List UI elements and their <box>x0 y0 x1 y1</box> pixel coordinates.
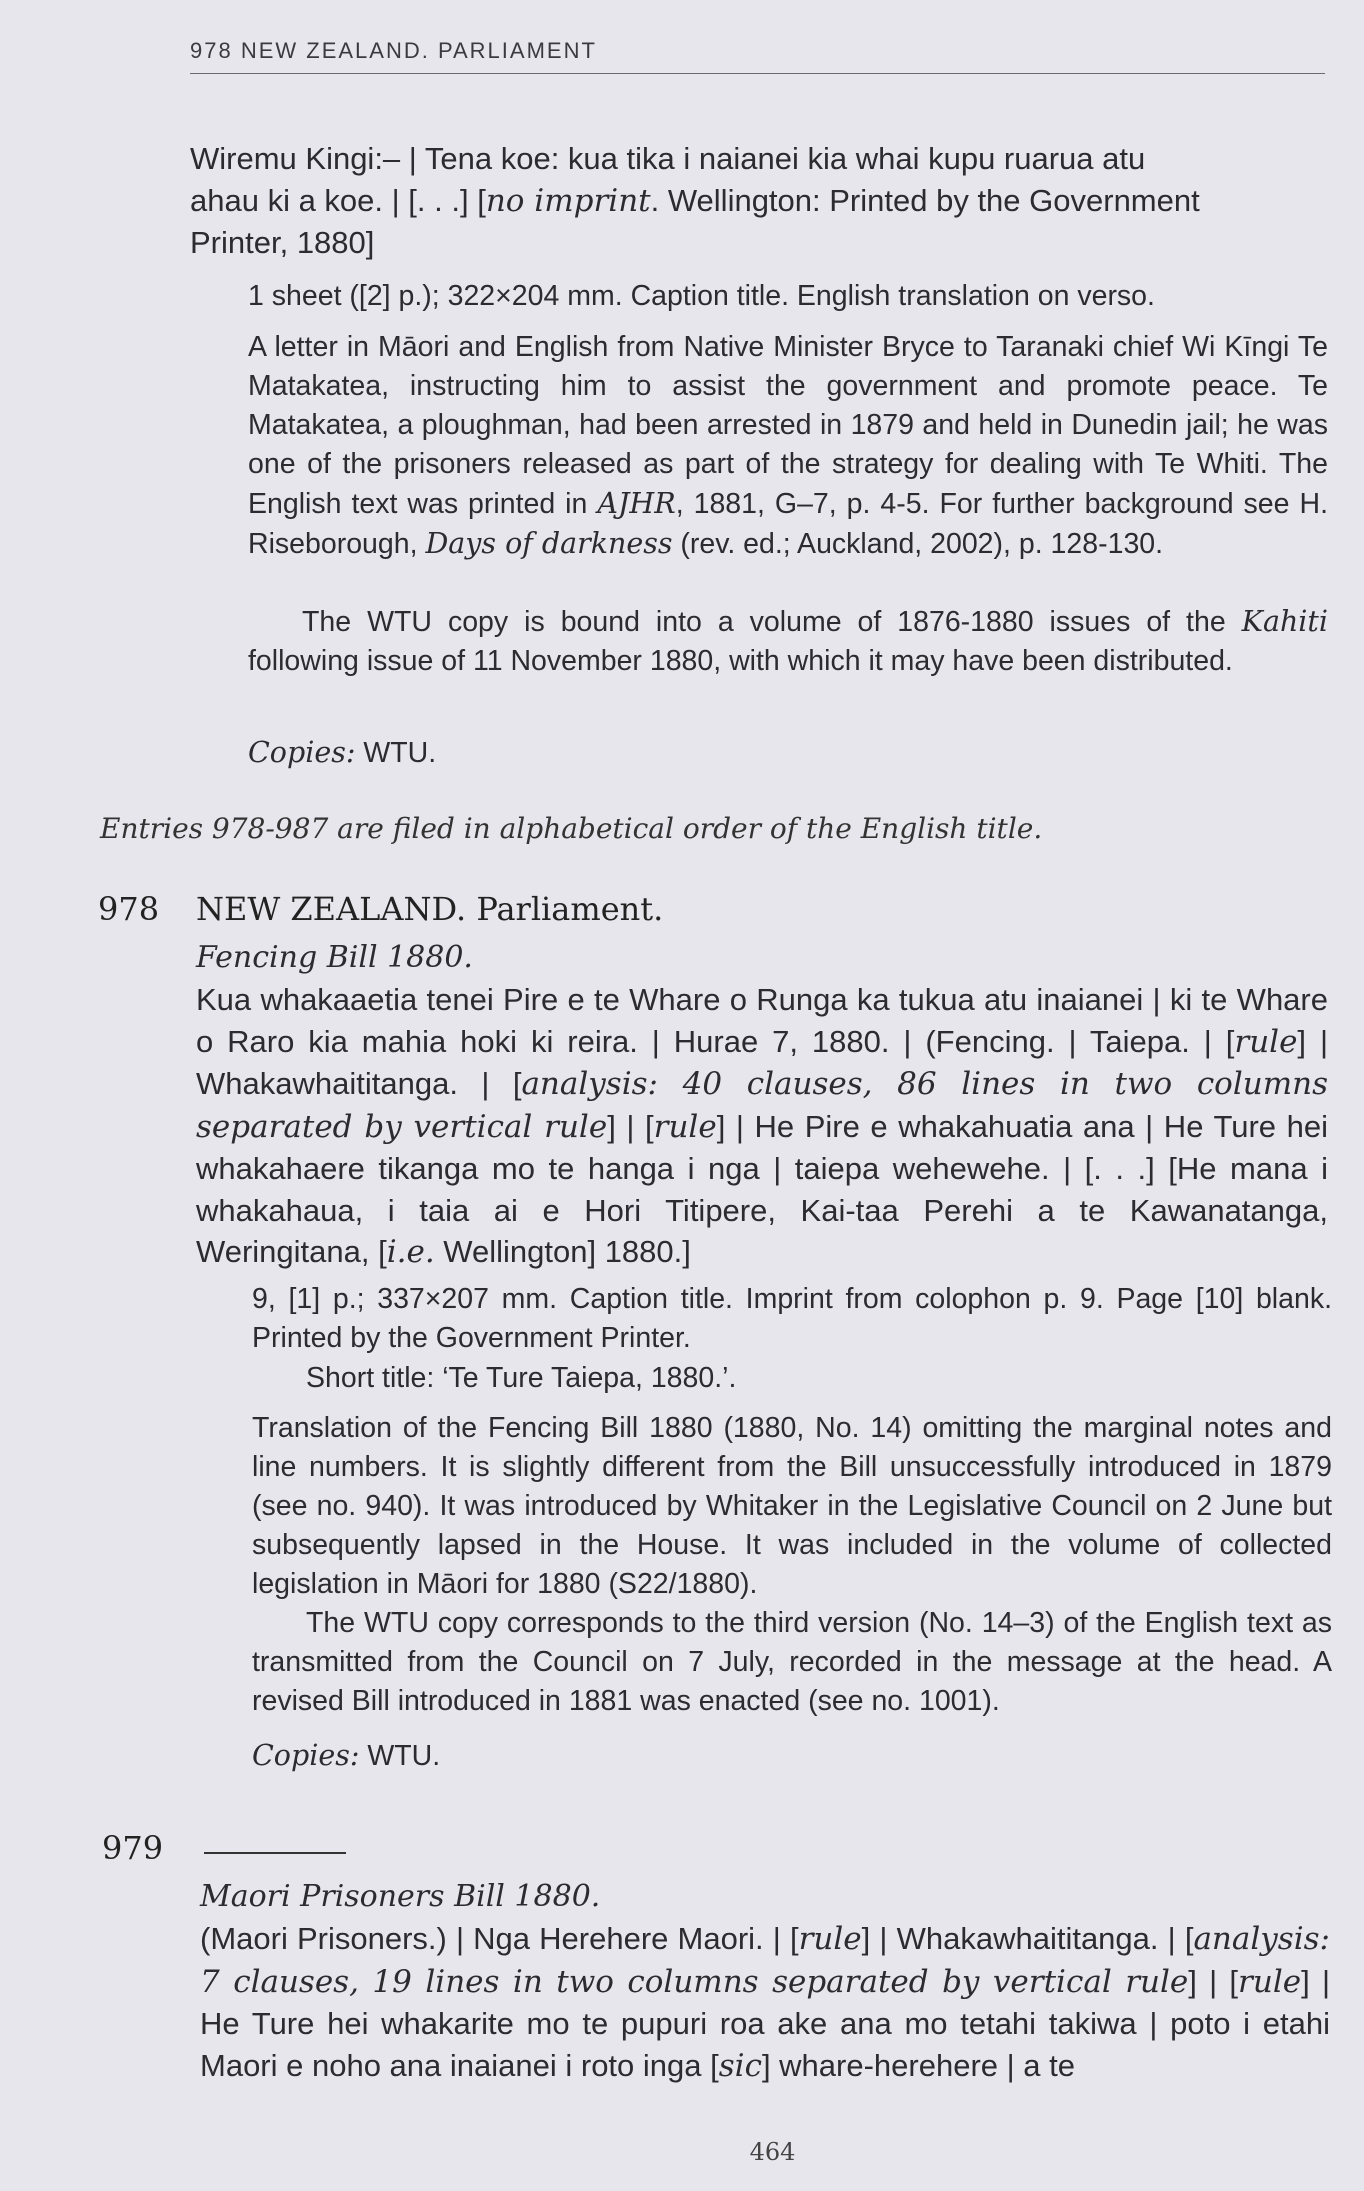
prev-copies-value: WTU. <box>355 737 437 769</box>
transcription-978-analysis: analysis: 40 clauses, 86 lines in two columns separated by vertical rule <box>196 1066 1328 1145</box>
copies-978-label: Copies: <box>252 1739 360 1772</box>
entry-number-978: 978 <box>98 890 160 928</box>
note-b-978: The WTU copy corresponds to the third version (No. 14–3) of the English text as transmitted from the Council on 7 July, recorded in the message at the head. A revised Bill introduced in 1881 was enacted (see no. 1001). <box>252 1607 1332 1717</box>
prev-note-b2: following issue of 11 November 1880, with which it may have been distributed. <box>248 645 1233 677</box>
header-rule <box>190 73 1325 74</box>
prev-title-line2b: . Wellington: Printed by the Government <box>650 182 1200 218</box>
prev-title-line2a: ahau ki a koe. | [. . .] [ <box>190 182 486 218</box>
short-title-978: Short title: ‘Te Ture Taiepa, 1880.’. <box>306 1362 737 1394</box>
entry-number-979: 979 <box>102 1829 164 1867</box>
transcription-979-part2: ] | Whakawhaititanga. | [ <box>861 1921 1194 1956</box>
transcription-978-part5: Wellington] 1880.] <box>434 1234 691 1269</box>
prev-title-line3: Printer, 1880] <box>190 225 375 260</box>
transcription-978-part4: ] | He Pire e whakahuatia ana | He Ture hei whakahaere tikanga mo te hanga i nga | taiepa wehewehe. | [. . .] [He mana i whakahaua, i taia ai e Hori Titipere, Kai-taa Perehi a te Kawanatanga, Weringitana, [ <box>196 1108 1328 1269</box>
prev-note-b-kahiti: Kahiti <box>1241 605 1328 638</box>
prev-note-a2: , 1881, G–7, p. 4-5. For further background see H. Riseborough, <box>248 488 1328 560</box>
transcription-978-part1: Kua whakaaetia tenei Pire e te Whare o Runga ka tukua atu inaianei | ki te Whare o Raro kia mahia hoki ki reira. | Hurae 7, 1880. | (Fencing. | Taiepa. | [ <box>196 982 1328 1059</box>
transcription-979-part4: ] | He Ture hei whakarite mo te pupuri roa ake ana mo tetahi takiwa | poto i etahi Maori e noho ana inaianei i roto inga [ <box>200 1963 1331 2083</box>
transcription-978-part3: ] | [ <box>607 1108 654 1144</box>
prev-entry-title <box>190 138 1330 264</box>
prev-note-a-ajhr: AJHR <box>597 487 676 520</box>
page-number: 464 <box>749 2138 796 2166</box>
prev-title-line1: Wiremu Kingi:– | Tena koe: kua tika i naianei kia whai kupu ruarua atu <box>190 141 1146 176</box>
filed-order-note: Entries 978-987 are filed in alphabetical order of the English title. <box>100 812 1043 845</box>
transcription-978-rule2: rule <box>653 1108 717 1145</box>
note-a-978: Translation of the Fencing Bill 1880 (1880, No. 14) omitting the marginal notes and line numbers. It is slightly different from the Bill unsuccessfully introduced in 1879 (see no. 940). It was introduced by Whitaker in the Legislative Council on 2 June but subsequently lapsed in the House. It was included in the volume of collected legislation in Māori for 1880 (S22/1880). <box>252 1412 1332 1600</box>
entry-heading-978: NEW ZEALAND. Parliament. <box>196 890 664 928</box>
entry-title-978: Fencing Bill 1880. <box>196 940 473 975</box>
transcription-979-part3: ] | [ <box>1188 1963 1239 1999</box>
prev-note-a1: A letter in Māori and English from Native Minister Bryce to Taranaki chief Wi Kīngi Te Matakatea, instructing him to assist the government and promote peace. Te Matakatea, a ploughman, had been arrested in 1879 and held in Dunedin jail; he was one of the prisoners released as part of the strategy for dealing with Te Whiti. The English text was printed in <box>248 331 1328 520</box>
prev-note-b <box>248 602 1328 681</box>
copies-978-value: WTU. <box>359 1740 441 1772</box>
entry-transcription-979 <box>200 1918 1330 2087</box>
prev-collation: 1 sheet ([2] p.); 322×204 mm. Caption title. English translation on verso. <box>248 280 1155 312</box>
prev-note-b1: The WTU copy is bound into a volume of 1876-1880 issues of the <box>302 606 1242 638</box>
transcription-979-part5: ] whare-herehere | a te <box>761 2047 1075 2083</box>
prev-copies-label: Copies: <box>248 736 356 769</box>
prev-note-a-days: Days of darkness <box>425 527 673 560</box>
entry-transcription-978 <box>196 979 1328 1274</box>
copies-978 <box>252 1736 1332 1776</box>
transcription-979-analysis: analysis: 7 clauses, 19 lines in two columns separated by vertical rule <box>200 1921 1330 2000</box>
transcription-978-rule1: rule <box>1234 1023 1298 1060</box>
prev-copies <box>248 733 1328 773</box>
ditto-heading-rule <box>204 1852 346 1854</box>
transcription-978-ie: i.e. <box>386 1234 435 1270</box>
transcription-979-part1: (Maori Prisoners.) | Nga Herehere Maori. | [ <box>200 1921 799 1956</box>
transcription-979-rule2: rule <box>1238 1963 1302 2000</box>
entry-title-979: Maori Prisoners Bill 1880. <box>200 1879 601 1914</box>
transcription-979-rule1: rule <box>798 1921 862 1957</box>
prev-note-a3: (rev. ed.; Auckland, 2002), p. 128-130. <box>672 528 1164 560</box>
prev-title-no-imprint: no imprint <box>485 182 651 219</box>
running-head: 978 NEW ZEALAND. PARLIAMENT <box>190 38 597 63</box>
collation-978: 9, [1] p.; 337×207 mm. Caption title. Imprint from colophon p. 9. Page [10] blank. Printed by the Government Printer. <box>252 1283 1332 1354</box>
transcription-979-sic: sic <box>718 2047 762 2084</box>
prev-note-a <box>248 328 1328 564</box>
transcription-978-part2: ] | Whakawhaititanga. | [ <box>196 1023 1329 1101</box>
